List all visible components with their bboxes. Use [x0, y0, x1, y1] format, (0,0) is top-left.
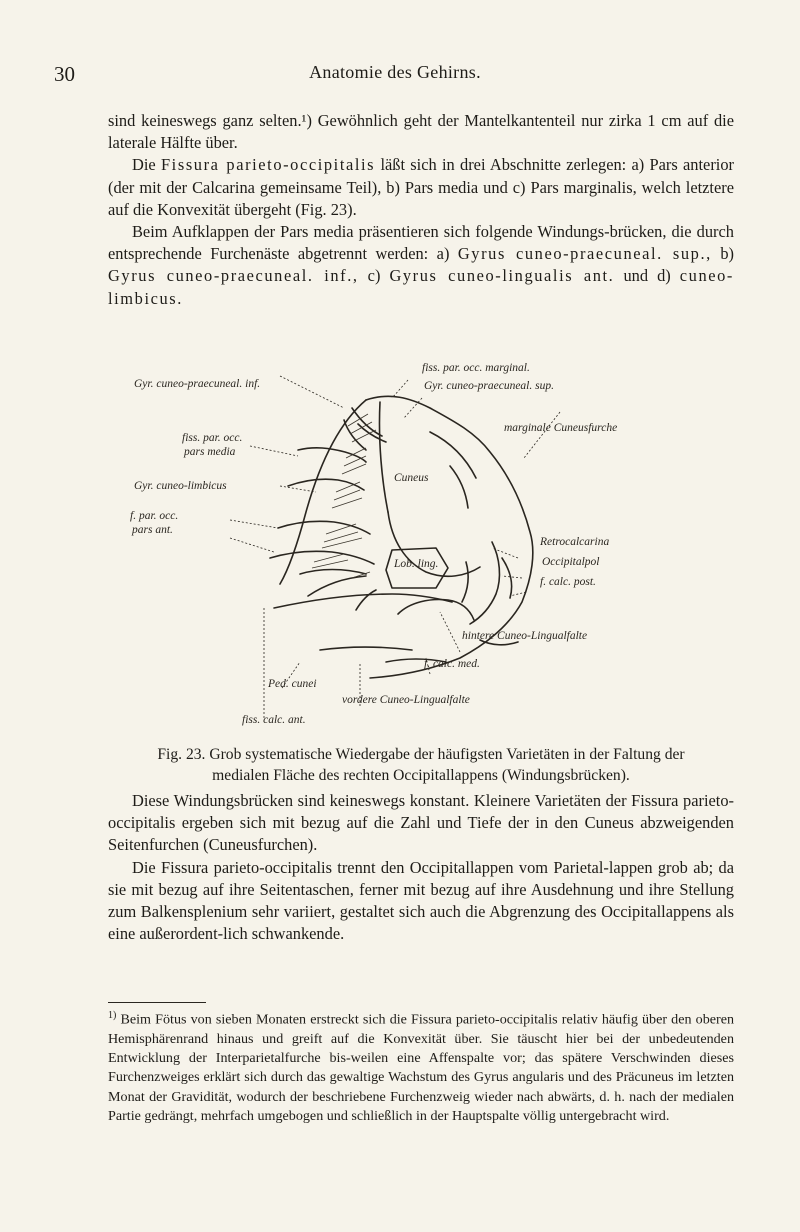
- label-vordere-cuneo-lingualfalte: vordere Cuneo-Lingualfalte: [342, 694, 470, 706]
- page-number: 30: [54, 62, 75, 86]
- figure-23: [130, 362, 720, 732]
- footnote: [108, 1006, 734, 1126]
- page-header: [54, 62, 736, 86]
- label-gyr-cuneo-limbicus: Gyr. cuneo-limbicus: [134, 480, 227, 492]
- paragraph-1: sind keineswegs ganz selten.¹) Gewöhnlich geht der Mantelkantenteil nur zirka 1 cm auf die laterale Hälfte über.: [108, 111, 734, 153]
- term-cuneo-limbicus: cuneo-limbicus.: [108, 266, 734, 308]
- label-retrocalcarina: Retrocalcarina: [540, 536, 610, 548]
- footnote-mark: 1): [108, 1010, 117, 1021]
- paragraph-3-c: c): [367, 266, 381, 286]
- figure-caption: [108, 744, 734, 786]
- label-fiss-par-occ-marginal: fiss. par. occ. marginal.: [422, 362, 530, 374]
- label-marginale-cuneusfurche: marginale Cuneusfurche: [504, 422, 618, 434]
- paragraph-2: [108, 154, 734, 221]
- paragraph-3-b: b): [720, 244, 734, 264]
- label-gyr-cuneo-praecuneal-inf: Gyr. cuneo-praecuneal. inf.: [134, 378, 261, 390]
- running-title: Anatomie des Gehirns.: [309, 62, 481, 82]
- text-block-bottom: [108, 790, 734, 945]
- label-f-calc-post: f. calc. post.: [540, 576, 596, 588]
- paragraph-3-d: und d): [623, 266, 671, 286]
- term-gyrus-cuneo-praecuneal-sup: Gyrus cuneo-praecuneal. sup.,: [457, 244, 712, 264]
- term-fissura-parieto-occipitalis: Fissura parieto-occipitalis: [160, 155, 376, 175]
- footnote-text: Beim Fötus von sieben Monaten erstreckt sich die Fissura parieto-occipitalis relativ häufig über den oberen Hemisphärenrand hinaus und greift auf die Konvexität über. Sie täuscht hier bei der unbedeutenden Entwicklung der Interparietalfurche bis-weilen eine Affenspalte vor; das spätere Verschwinden dieses Furchenzweiges erklärt sich durch das gewaltige Wachstum des Gyrus angularis und des Präcuneus im letzten Monat der Gravidität, wodurch der beschriebene Furchenzweig wieder nach abwärts, d. h. nach der medialen Partie gedrängt, mehrfach umgebogen und schließlich in der Hauptspalte völlig untergebracht wird.: [108, 1011, 734, 1124]
- term-gyrus-cuneo-lingualis: Gyrus cuneo-lingualis ant.: [389, 266, 615, 286]
- label-f-par-occ-2: pars ant.: [132, 524, 173, 536]
- footnote-divider: [108, 1002, 206, 1003]
- paragraph-5: Die Fissura parieto-occipitalis trennt den Occipitallappen vom Parietal-lappen grob ab; da sie mit bezug auf ihre Seitentaschen, ferner mit bezug auf ihre Ausdehnung und ihre Stellung zum Balkensplenium sehr variiert, gestaltet sich auch die Abgrenzung des Occipitallappens als eine außerordent-lich schwankende.: [108, 857, 734, 944]
- term-gyrus-cuneo-praecuneal-inf: Gyrus cuneo-praecuneal. inf.,: [108, 266, 359, 286]
- label-hintere-cuneo-lingualfalte: hintere Cuneo-Lingualfalte: [462, 630, 588, 642]
- text-block-top: [108, 110, 734, 310]
- caption-line-2: medialen Fläche des rechten Occipitallappens (Windungsbrücken).: [212, 767, 630, 784]
- label-fiss-par-occ-media-2: pars media: [184, 446, 236, 458]
- brain-diagram: [130, 362, 720, 732]
- label-occipitalpol: Occipitalpol: [542, 556, 600, 568]
- paragraph-3: [108, 221, 734, 310]
- caption-line-1: Fig. 23. Grob systematische Wiedergabe der häufigsten Varietäten in der Faltung der: [157, 746, 685, 763]
- label-fiss-par-occ-media-1: fiss. par. occ.: [182, 432, 243, 444]
- paragraph-2-pre: Die: [132, 155, 156, 175]
- paragraph-4: Diese Windungsbrücken sind keineswegs konstant. Kleinere Varietäten der Fissura parieto-occipitalis ergeben sich mit bezug auf die Zahl und Tiefe der in den Cuneus abzweigenden Seitenfurchen (Cuneusfurchen).: [108, 791, 734, 855]
- label-cuneus: Cuneus: [394, 472, 429, 484]
- label-ped-cunei: Ped. cunei: [268, 678, 317, 690]
- label-f-par-occ-1: f. par. occ.: [130, 510, 179, 522]
- label-gyr-cuneo-praecuneal-sup: Gyr. cuneo-praecuneal. sup.: [424, 380, 554, 392]
- label-lob-ling: Lob. ling.: [394, 558, 439, 570]
- label-fiss-calc-ant: fiss. calc. ant.: [242, 714, 306, 726]
- paragraph-2-rest: läßt sich in drei Abschnitte zerlegen: a) Pars anterior (der mit der Calcarina gemeinsame Teil), b) Pars media und c) Pars marginalis, welch letztere auf die Konvexität übergeht (Fig. 23).: [108, 155, 734, 219]
- paragraph-3-pre: Beim Aufklappen der Pars media präsentieren sich folgende Windungs-brücken, die durch entsprechende Furchenäste abgetrennt werden: a): [108, 222, 734, 264]
- label-f-calc-med: f. calc. med.: [424, 658, 480, 670]
